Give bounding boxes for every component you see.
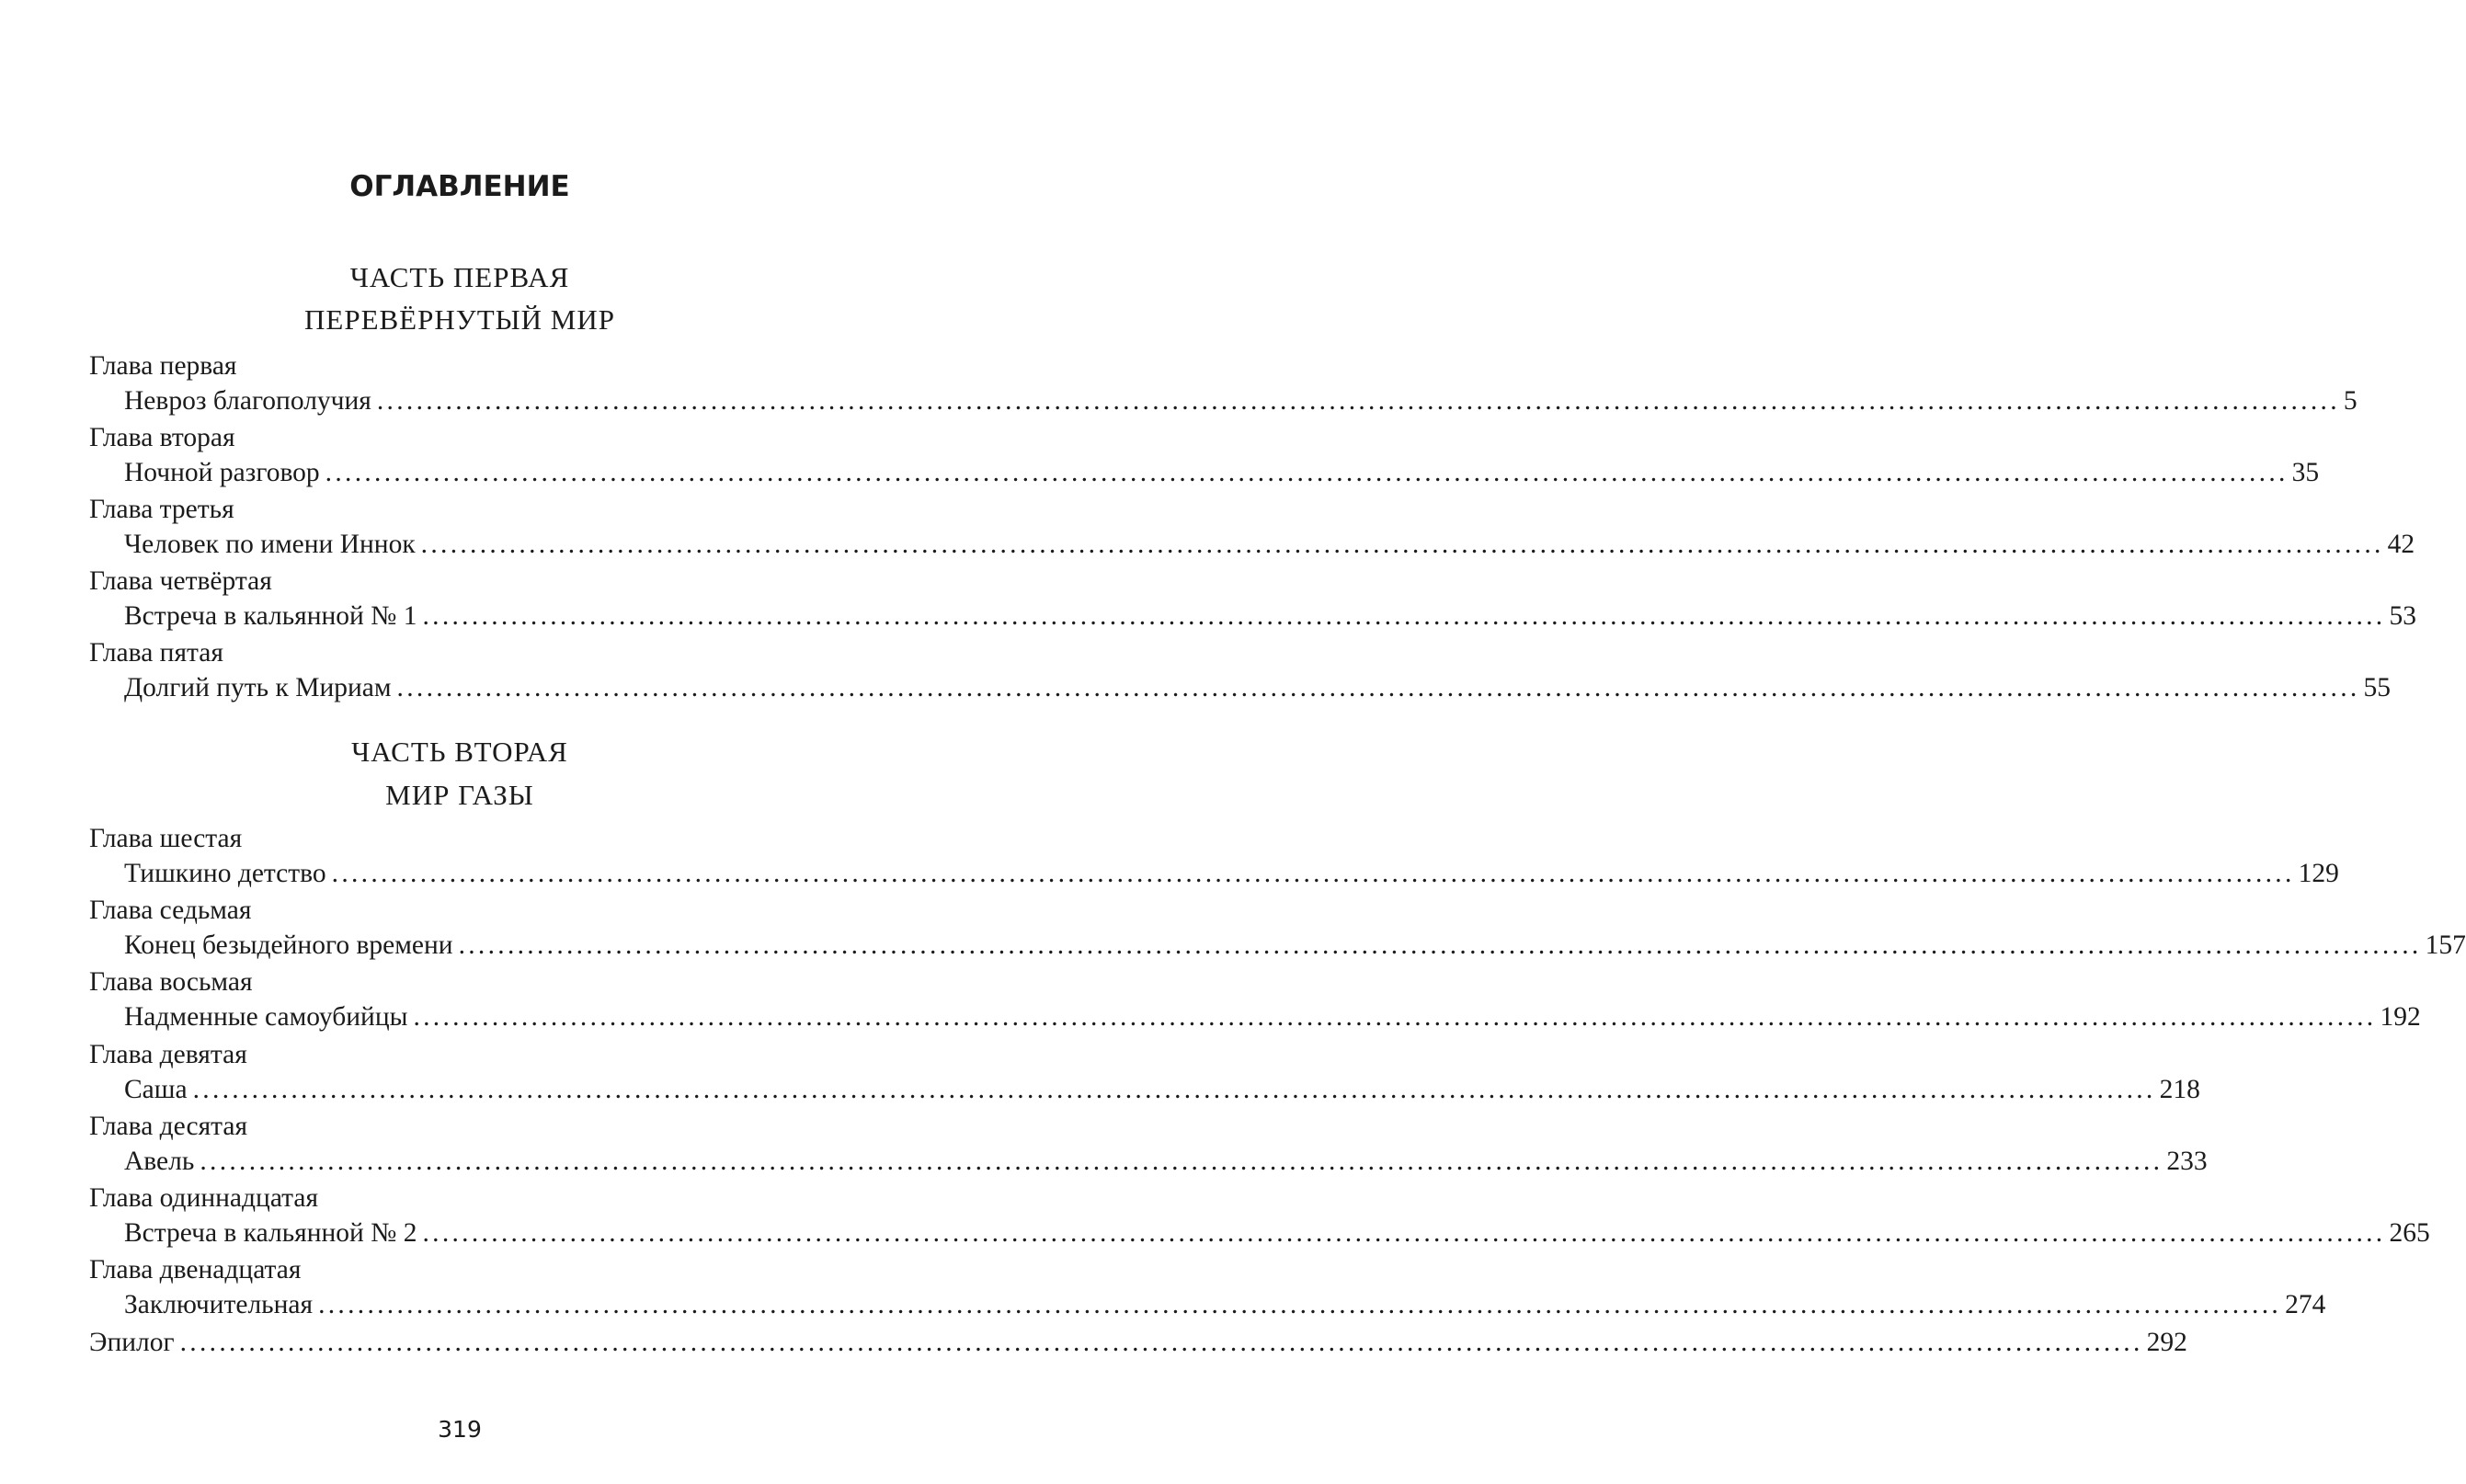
dot-leader: ........................................................................................................................................................................................................ — [200, 1147, 2163, 1176]
toc-entry-8[interactable] — [124, 999, 2421, 1034]
toc-entry-epilogue[interactable] — [89, 1325, 2187, 1360]
toc-entry-3[interactable] — [124, 527, 2415, 562]
page-number: 319 — [438, 1416, 482, 1443]
chapter-11-label: Глава одиннадцатая — [89, 1183, 319, 1213]
toc-entry-7[interactable] — [124, 928, 2466, 963]
chapter-7-label: Глава седьмая — [89, 896, 252, 925]
chapter-12-label: Глава двенадцатая — [89, 1255, 302, 1284]
chapter-12-title: Заключительная — [124, 1290, 314, 1319]
toc-entry-5[interactable] — [124, 670, 2392, 705]
chapter-6-page: 129 — [2298, 859, 2339, 888]
chapter-9-page: 218 — [2159, 1075, 2200, 1104]
dot-leader: ........................................................................................................................................................................................................ — [325, 458, 2289, 487]
toc-entry-2[interactable] — [124, 455, 2320, 490]
chapter-11-title: Встреча в кальянной № 2 — [124, 1218, 417, 1248]
toc-entry-6[interactable] — [124, 856, 2339, 891]
chapter-8-title: Надменные самоубийцы — [124, 1002, 408, 1032]
toc-entry-11[interactable] — [124, 1216, 2430, 1250]
chapter-9-label: Глава девятая — [89, 1040, 247, 1069]
chapter-2-label: Глава вторая — [89, 423, 235, 452]
chapter-5-title: Долгий путь к Мириам — [124, 673, 392, 702]
chapter-7-title: Конец безыдейного времени — [124, 930, 453, 960]
dot-leader: ........................................................................................................................................................................................................ — [192, 1075, 2156, 1104]
dot-leader: ........................................................................................................................................................................................................ — [396, 673, 2360, 702]
part-1-label: ЧАСТЬ ПЕРВАЯ — [349, 261, 570, 293]
part-1-name: ПЕРЕВЁРНУТЫЙ МИР — [304, 303, 615, 336]
dot-leader: ........................................................................................................................................................................................................ — [318, 1290, 2282, 1319]
chapter-1-label: Глава первая — [89, 351, 237, 381]
dot-leader: ........................................................................................................................................................................................................ — [179, 1328, 2143, 1357]
toc-entry-10[interactable] — [124, 1144, 2208, 1179]
toc-entry-1[interactable] — [124, 383, 2358, 418]
dot-leader: ........................................................................................................................................................................................................ — [331, 859, 2295, 888]
chapter-1-page: 5 — [2343, 386, 2358, 416]
dot-leader: ........................................................................................................................................................................................................ — [376, 386, 2340, 416]
chapter-5-label: Глава пятая — [89, 638, 223, 668]
toc-entry-12[interactable] — [124, 1287, 2326, 1322]
chapter-4-page: 53 — [2389, 601, 2416, 631]
chapter-4-label: Глава четвёртая — [89, 566, 272, 596]
chapter-8-label: Глава восьмая — [89, 967, 253, 997]
dot-leader: ........................................................................................................................................................................................................ — [420, 530, 2384, 559]
chapter-2-title: Ночной разговор — [124, 458, 320, 487]
chapter-7-page: 157 — [2425, 930, 2466, 960]
dot-leader: ........................................................................................................................................................................................................ — [422, 601, 2386, 631]
chapter-6-title: Тишкино детство — [124, 859, 326, 888]
chapter-12-page: 274 — [2285, 1290, 2326, 1319]
toc-entry-9[interactable] — [124, 1072, 2200, 1107]
chapter-10-page: 233 — [2166, 1147, 2208, 1176]
dot-leader: ........................................................................................................................................................................................................ — [413, 1002, 2377, 1032]
chapter-10-title: Авель — [124, 1147, 195, 1176]
chapter-5-page: 55 — [2363, 673, 2392, 702]
chapter-3-label: Глава третья — [89, 495, 234, 524]
chapter-11-page: 265 — [2389, 1218, 2430, 1248]
toc-entry-4[interactable] — [124, 599, 2416, 634]
dot-leader: ........................................................................................................................................................................................................ — [422, 1218, 2386, 1248]
chapter-3-page: 42 — [2387, 530, 2415, 559]
chapter-2-page: 35 — [2291, 458, 2320, 487]
chapter-6-label: Глава шестая — [89, 824, 243, 853]
part-2-label: ЧАСТЬ ВТОРАЯ — [351, 736, 568, 768]
chapter-3-title: Человек по имени Иннок — [124, 530, 416, 559]
dot-leader: ........................................................................................................................................................................................................ — [458, 930, 2422, 960]
part-2-name: МИР ГАЗЫ — [385, 779, 534, 811]
epilogue-page: 292 — [2146, 1328, 2187, 1357]
chapter-1-title: Невроз благополучия — [124, 386, 371, 416]
epilogue-title: Эпилог — [89, 1328, 175, 1357]
chapter-10-label: Глава десятая — [89, 1112, 248, 1141]
chapter-9-title: Саша — [124, 1075, 188, 1104]
chapter-4-title: Встреча в кальянной № 1 — [124, 601, 417, 631]
toc-heading: ОГЛАВЛЕНИЕ — [349, 170, 570, 203]
chapter-8-page: 192 — [2380, 1002, 2421, 1032]
